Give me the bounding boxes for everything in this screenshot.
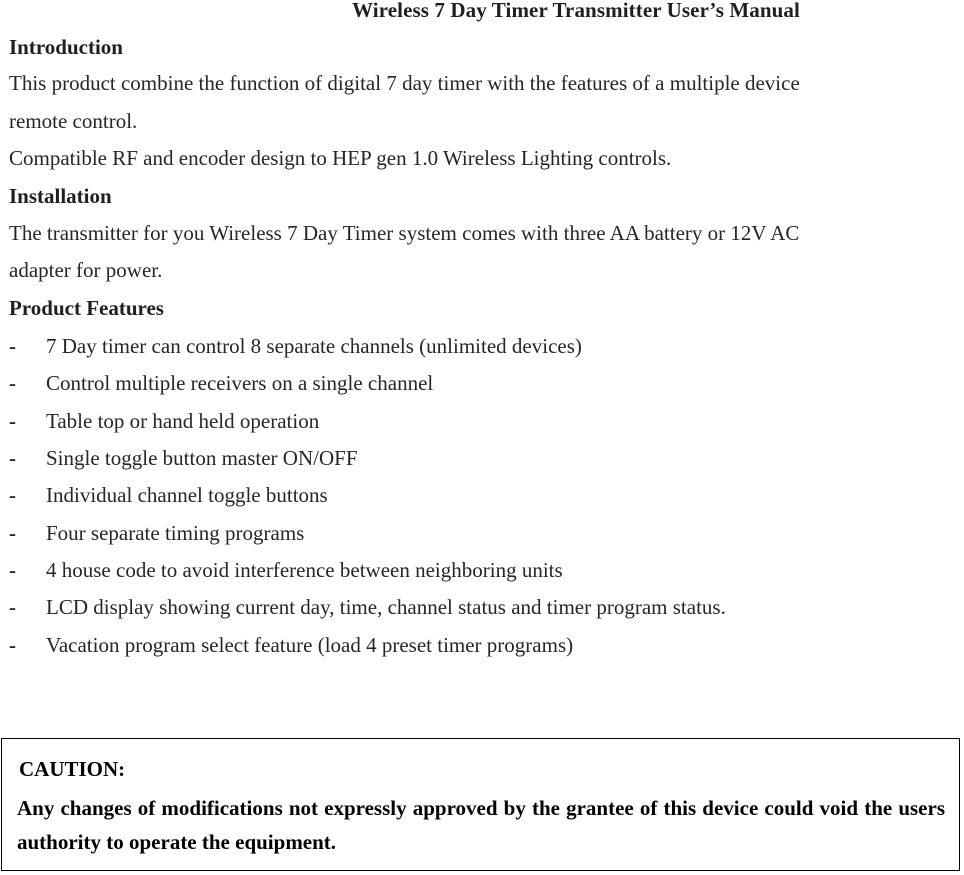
bullet-dash: - (9, 483, 16, 507)
feature-text: Vacation program select feature (load 4 preset timer programs) (46, 633, 574, 657)
bullet-dash: - (9, 595, 16, 619)
feature-item (9, 483, 328, 508)
feature-item (9, 595, 726, 620)
feature-text: LCD display showing current day, time, channel status and timer program status. (46, 595, 726, 619)
bullet-dash: - (9, 558, 16, 582)
introduction-heading: Introduction (9, 35, 123, 59)
document-title: Wireless 7 Day Timer Transmitter User’s Manual (352, 0, 800, 22)
feature-text: Control multiple receivers on a single channel (46, 371, 434, 395)
features-heading: Product Features (9, 296, 164, 320)
installation-line-1: The transmitter for you Wireless 7 Day Timer system comes with three AA battery or 12V AC (9, 221, 800, 245)
feature-item (9, 334, 582, 359)
bullet-dash: - (9, 521, 16, 545)
feature-text: Table top or hand held operation (46, 409, 320, 433)
feature-item (9, 409, 319, 434)
feature-item (9, 558, 563, 583)
feature-text: Individual channel toggle buttons (46, 483, 328, 507)
feature-text: 7 Day timer can control 8 separate channels (unlimited devices) (46, 334, 582, 358)
feature-text: Four separate timing programs (46, 521, 305, 545)
introduction-line-1: This product combine the function of digital 7 day timer with the features of a multiple device (9, 71, 800, 95)
bullet-dash: - (9, 633, 16, 657)
bullet-dash: - (9, 446, 16, 470)
introduction-line-2: remote control. (9, 109, 138, 133)
bullet-dash: - (9, 334, 16, 358)
feature-text: 4 house code to avoid interference between neighboring units (46, 558, 563, 582)
feature-text: Single toggle button master ON/OFF (46, 446, 358, 470)
feature-item (9, 371, 433, 396)
feature-item (9, 633, 573, 658)
bullet-dash: - (9, 409, 16, 433)
caution-text: Any changes of modifications not expressly approved by the grantee of this device could void the users authority to operate the equipment. (17, 796, 945, 854)
caution-title: CAUTION: (19, 757, 126, 781)
feature-item (9, 446, 358, 471)
feature-item (9, 521, 304, 546)
installation-heading: Installation (9, 184, 112, 208)
installation-line-2: adapter for power. (9, 258, 163, 282)
caution-box (1, 738, 960, 871)
bullet-dash: - (9, 371, 16, 395)
introduction-line-3: Compatible RF and encoder design to HEP gen 1.0 Wireless Lighting controls. (9, 146, 672, 170)
